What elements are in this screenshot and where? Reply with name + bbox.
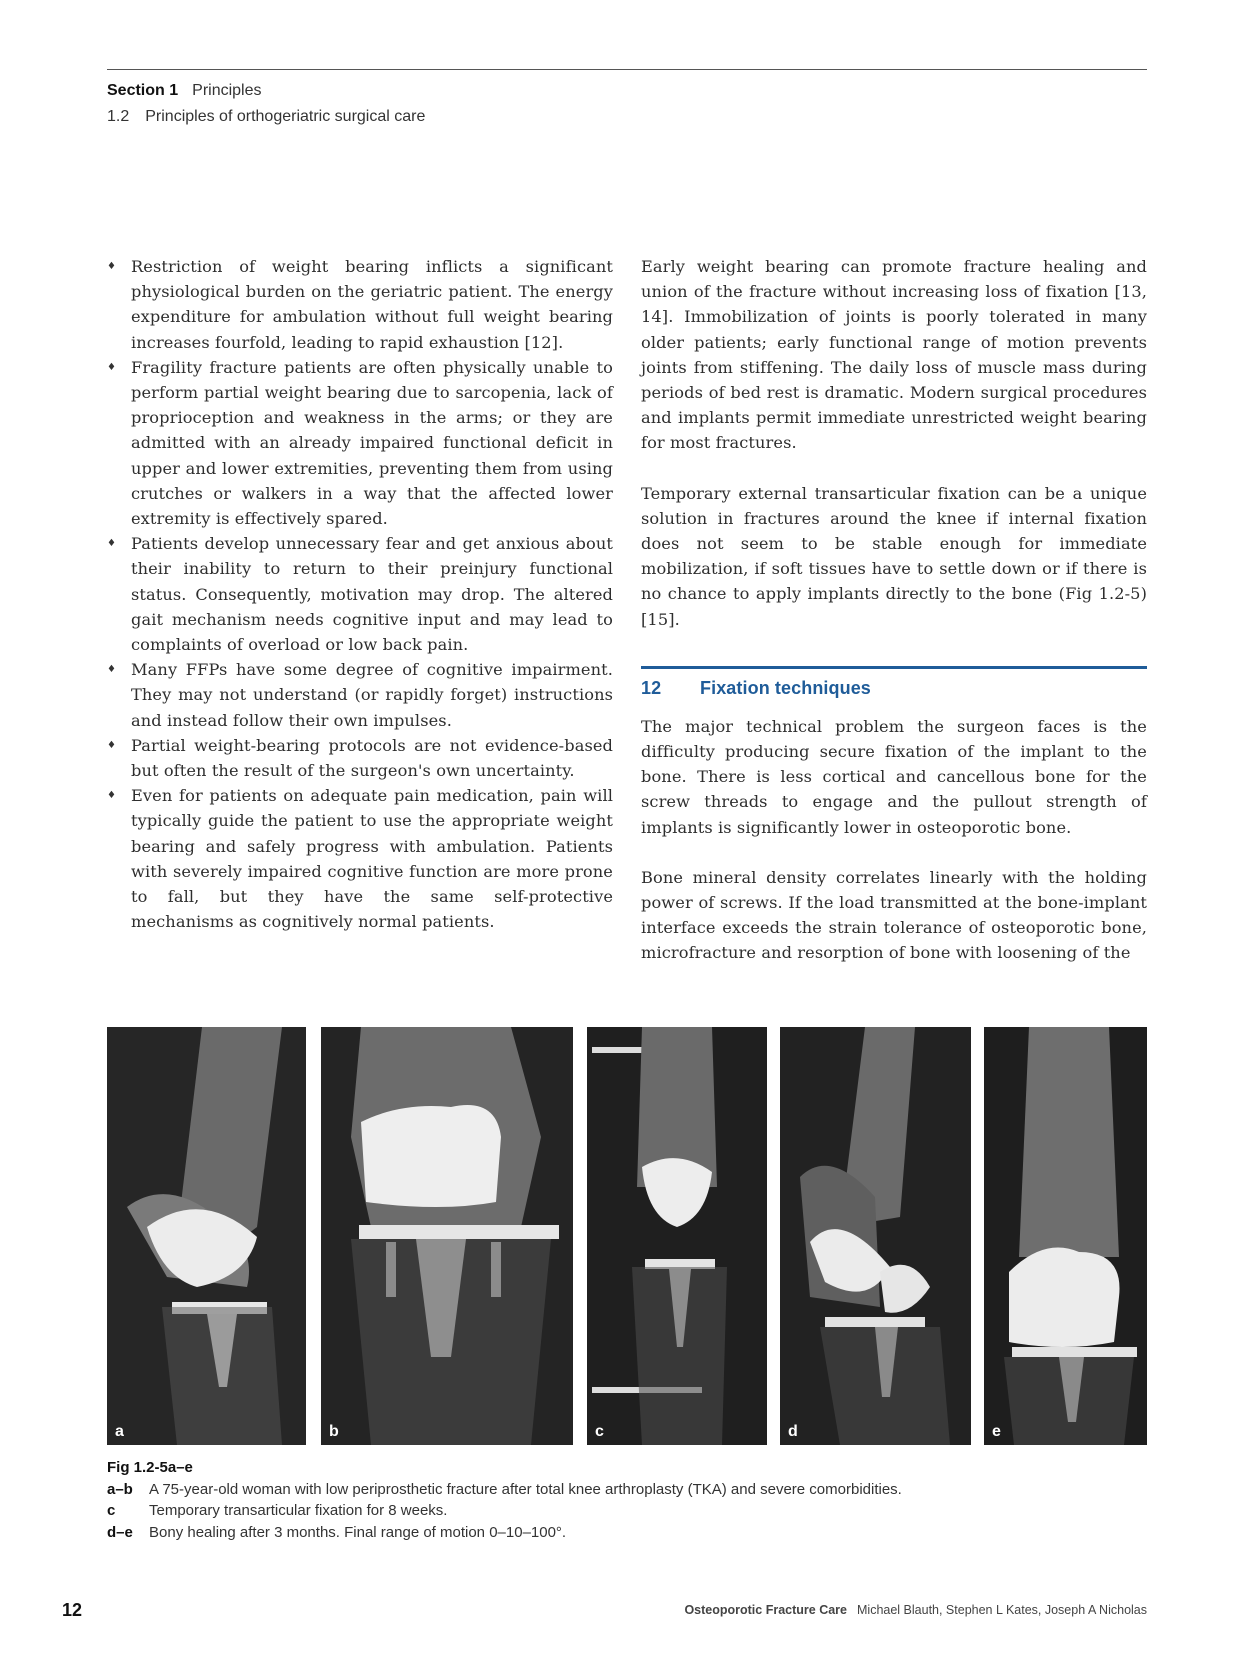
- subsection-title: Principles of orthogeriatric surgical care: [145, 108, 426, 125]
- xray-panel-d: [780, 1027, 971, 1445]
- footer-credits: [684, 1603, 1147, 1617]
- header-rule: [107, 69, 1147, 70]
- xray-image: [780, 1027, 971, 1445]
- bullet-item: ♦ Patients develop unnecessary fear and get anxious about their inability to return to their preinjury functional status. Consequently, motivation may drop. The altered gait mechanism needs cognitive input and may lead to complaints of overload or low back pain.: [107, 531, 613, 657]
- xray-image: [984, 1027, 1147, 1445]
- bullet-item: ♦ Many FFPs have some degree of cognitive impairment. They may not understand (or rapidly forget) instructions and instead follow their own impulses.: [107, 657, 613, 733]
- section-heading: [641, 666, 1147, 714]
- paragraph: Bone mineral density correlates linearly with the holding power of screws. If the load transmitted at the bone-implant interface exceeds the strain tolerance of osteoporotic bone, microfracture and resorption of bone with loosening of the: [641, 867, 1147, 963]
- xray-image: [107, 1027, 306, 1445]
- xray-panel-a: [107, 1027, 306, 1445]
- caption-label: a–b: [107, 1480, 133, 1498]
- caption-text: A 75-year-old woman with low periprosthetic fracture after total knee arthroplasty (TKA) and severe comorbidities.: [149, 1480, 902, 1498]
- running-head: [107, 78, 425, 130]
- section-title: Principles: [192, 82, 262, 99]
- bullet-list: [107, 254, 613, 934]
- bullet-item: ♦ Partial weight-bearing protocols are not evidence-based but often the result of the surgeon's own uncertainty.: [107, 733, 613, 783]
- caption-text: Temporary transarticular fixation for 8 weeks.: [149, 1502, 448, 1519]
- caption-label: c: [107, 1502, 116, 1519]
- xray-panel-b: [321, 1027, 573, 1445]
- figure-caption: [107, 1457, 902, 1543]
- bullet-item: ♦ Restriction of weight bearing inflicts a significant physiological burden on the geriatric patient. The energy expenditure for ambulation without full weight bearing increases fourfold, leading to rapid exhaustion [12].: [107, 254, 613, 355]
- xray-panel-c: [587, 1027, 767, 1445]
- xray-image: [587, 1027, 767, 1445]
- bullet-item: ♦ Fragility fracture patients are often physically unable to perform partial weight bearing due to sarcopenia, lack of proprioception and weakness in the arms; or they are admitted with an already impaired functional deficit in upper and lower extremities, preventing them from using crutches or walkers in a way that the affected lower extremity is effectively spared.: [107, 355, 613, 531]
- caption-text: Bony healing after 3 months. Final range of motion 0–10–100°.: [149, 1523, 567, 1541]
- caption-row: [107, 1500, 902, 1522]
- authors: Michael Blauth, Stephen L Kates, Joseph A Nicholas: [857, 1603, 1147, 1617]
- panel-label: e: [992, 1423, 1001, 1440]
- caption-row: [107, 1479, 902, 1501]
- paragraph: Temporary external transarticular fixation can be a unique solution in fractures around the knee if internal fixation does not seem to be stable enough for immediate mobilization, if soft tissues have to settle down or if there is no chance to apply implants directly to the bone (Fig 1.2-5) [15].: [641, 483, 1147, 629]
- page-number: 12: [62, 1600, 83, 1620]
- paragraph: Early weight bearing can promote fracture healing and union of the fracture without increasing loss of fixation [13, 14]. Immobilization of joints is poorly tolerated in many older patients; early functional range of motion prevents joints from stiffening. The daily loss of muscle mass during periods of bed rest is dramatic. Modern surgical procedures and implants permit immediate unrestricted weight bearing for most fractures.: [641, 257, 1147, 453]
- section-title: Fixation techniques: [700, 677, 871, 698]
- figure-id: Fig 1.2-5a–e: [107, 1459, 193, 1476]
- section-label: Section 1: [107, 82, 179, 99]
- panel-label: d: [788, 1423, 798, 1440]
- figure-panels: [107, 1027, 1147, 1445]
- bullet-item: ♦ Even for patients on adequate pain medication, pain will typically guide the patient to use the appropriate weight bearing and safely progress with ambulation. Patients with severely impaired cognitive function are more prone to fall, but they have the same self-protective mechanisms as cognitively normal patients.: [107, 783, 613, 934]
- right-column: [641, 254, 1147, 966]
- caption-label: d–e: [107, 1523, 133, 1541]
- xray-image: [321, 1027, 573, 1445]
- caption-row: [107, 1522, 902, 1544]
- panel-label: a: [115, 1423, 124, 1440]
- paragraph: The major technical problem the surgeon faces is the difficulty producing secure fixation of the implant to the bone. There is less cortical and cancellous bone for the screw threads to engage and the pullout strength of implants is significantly lower in osteoporotic bone.: [641, 716, 1147, 837]
- subsection-number: 1.2: [107, 108, 130, 125]
- panel-label: c: [595, 1423, 604, 1440]
- left-column: [107, 254, 613, 934]
- book-title: Osteoporotic Fracture Care: [684, 1603, 847, 1617]
- xray-panel-e: [984, 1027, 1147, 1445]
- section-number: 12: [641, 677, 662, 698]
- panel-label: b: [329, 1423, 339, 1440]
